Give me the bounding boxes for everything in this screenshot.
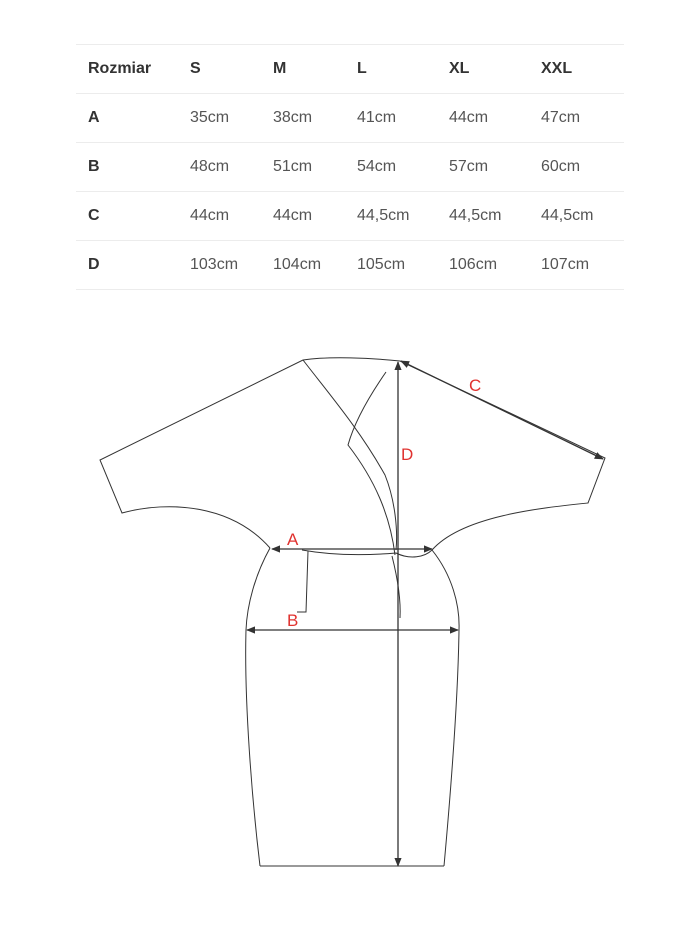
table-cell: 47cm	[541, 109, 581, 126]
label-b: B	[287, 611, 299, 630]
header-size-s: S	[190, 60, 201, 77]
garment-measurement-diagram	[0, 330, 700, 933]
header-size-m: M	[273, 60, 287, 77]
table-row	[76, 192, 624, 241]
table-cell: 48cm	[190, 158, 230, 175]
table-cell: 44,5cm	[449, 207, 502, 224]
table-cell: 54cm	[357, 158, 397, 175]
size-table-header-row	[76, 45, 624, 94]
wrap-neckline-outer	[303, 360, 397, 550]
right-sleeve-outline	[400, 361, 605, 550]
label-d: D	[401, 445, 414, 464]
row-label-c: C	[88, 207, 100, 224]
table-cell: 44cm	[273, 207, 313, 224]
waist-band	[302, 550, 432, 557]
size-table	[76, 44, 624, 290]
table-row	[76, 143, 624, 192]
label-c: C	[469, 376, 482, 395]
wrap-seam	[392, 556, 400, 618]
left-sleeve-outline	[100, 358, 400, 548]
measurement-lines	[247, 361, 603, 866]
row-label-d: D	[88, 256, 100, 273]
dress-outline	[100, 358, 605, 866]
table-cell: 51cm	[273, 158, 313, 175]
table-cell: 44,5cm	[541, 207, 594, 224]
table-cell: 35cm	[190, 109, 230, 126]
table-cell: 57cm	[449, 158, 489, 175]
right-side-outline	[432, 550, 459, 866]
table-cell: 103cm	[190, 256, 239, 273]
table-row	[76, 94, 624, 143]
label-b-leader	[297, 551, 308, 612]
header-size-label: Rozmiar	[88, 60, 152, 77]
header-size-xxl: XXL	[541, 60, 573, 77]
table-cell: 44cm	[449, 109, 489, 126]
table-cell: 44cm	[190, 207, 230, 224]
left-side-outline	[246, 548, 270, 866]
header-size-l: L	[357, 60, 367, 77]
table-cell: 105cm	[357, 256, 406, 273]
table-cell: 106cm	[449, 256, 498, 273]
wrap-neckline-inner	[348, 372, 395, 555]
row-label-a: A	[88, 109, 100, 126]
table-cell: 104cm	[273, 256, 322, 273]
measure-line-c	[401, 361, 603, 459]
table-row	[76, 241, 624, 290]
label-a: A	[287, 530, 299, 549]
table-cell: 60cm	[541, 158, 581, 175]
table-cell: 44,5cm	[357, 207, 410, 224]
table-cell: 38cm	[273, 109, 313, 126]
table-cell: 107cm	[541, 256, 590, 273]
row-label-b: B	[88, 158, 100, 175]
header-size-xl: XL	[449, 60, 470, 77]
table-cell: 41cm	[357, 109, 397, 126]
